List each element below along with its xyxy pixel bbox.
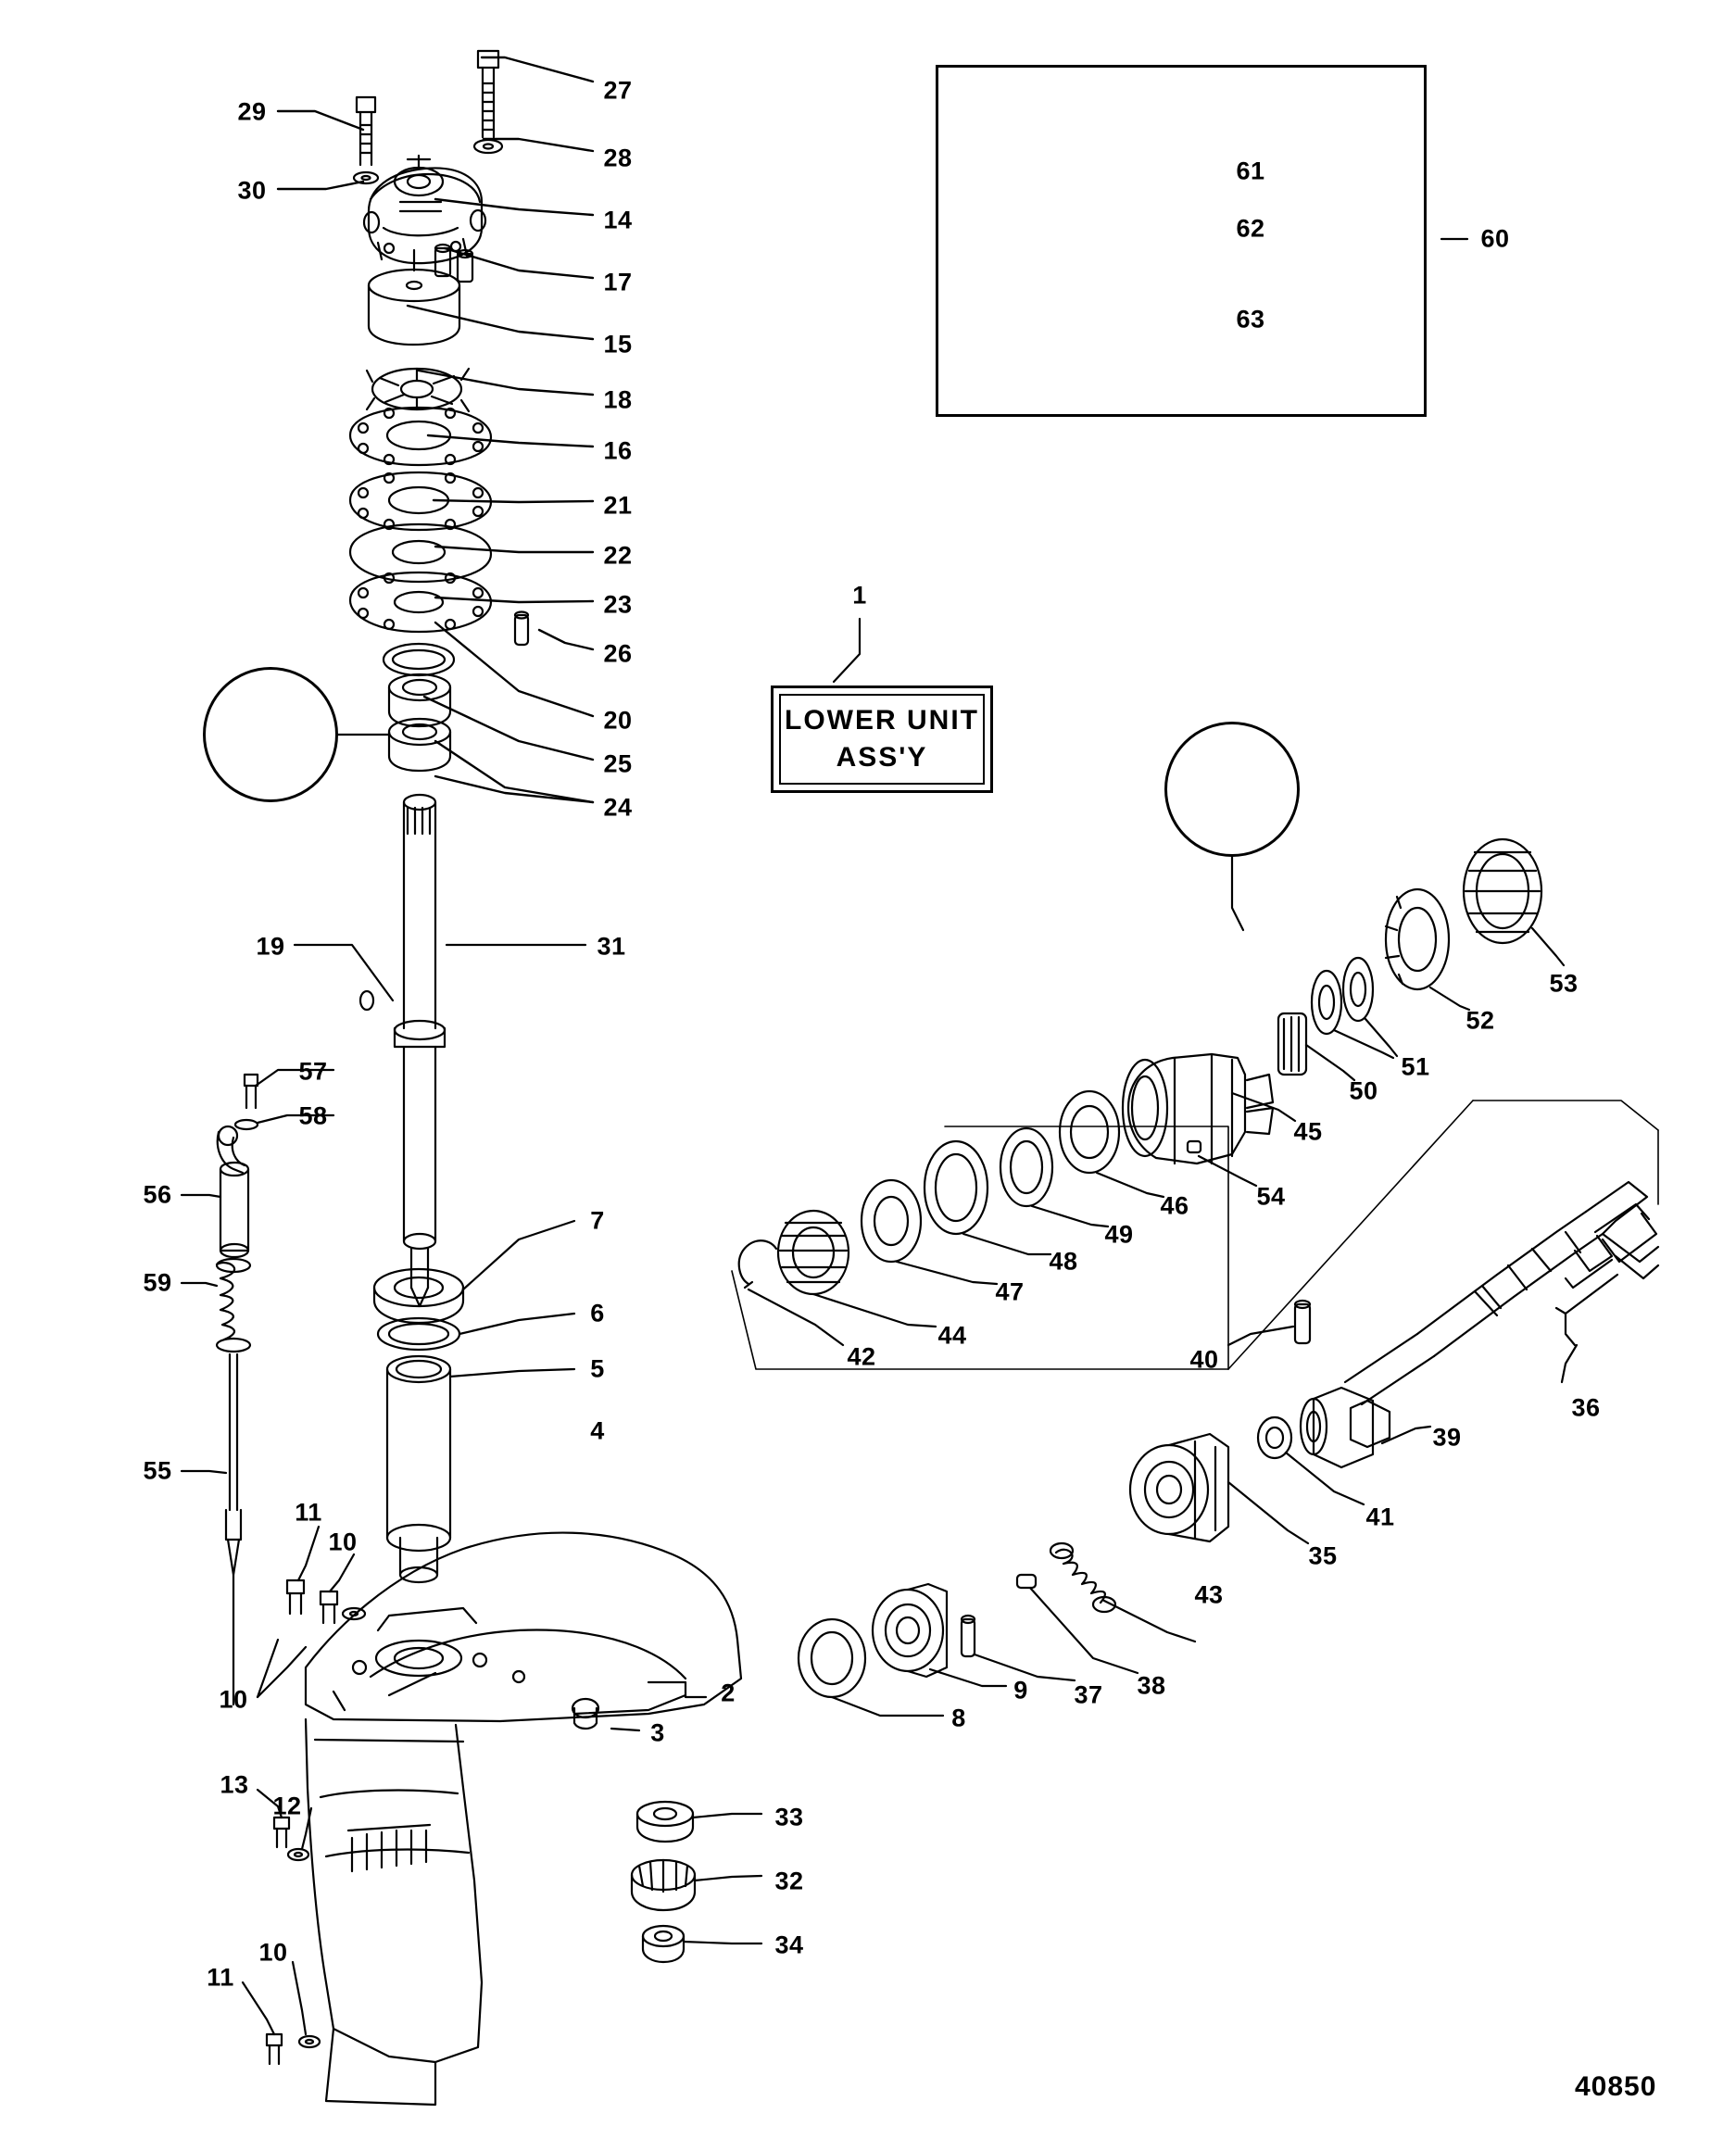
magnifier-left [203, 667, 338, 802]
callout-35: 35 [1308, 1541, 1338, 1570]
callout-31: 31 [597, 932, 626, 961]
callout-21: 21 [603, 491, 633, 520]
callout-44: 44 [937, 1321, 967, 1350]
callout-4: 4 [590, 1416, 605, 1445]
callout-48: 48 [1049, 1247, 1078, 1276]
callout-14: 14 [603, 206, 633, 234]
lower-unit-title-line2: ASS'Y [836, 742, 928, 773]
callout-60: 60 [1480, 224, 1510, 253]
callout-1: 1 [852, 581, 867, 610]
callout-45: 45 [1293, 1117, 1323, 1146]
callout-11: 11 [207, 1963, 234, 1992]
callout-8: 8 [951, 1704, 966, 1732]
callout-47: 47 [995, 1277, 1025, 1306]
callout-39: 39 [1432, 1423, 1462, 1452]
callout-50: 50 [1349, 1076, 1378, 1105]
callout-30: 30 [237, 176, 267, 205]
lower-unit-label-box [771, 686, 993, 793]
drawing-number: 40850 [1575, 2071, 1657, 2102]
callout-2: 2 [721, 1679, 736, 1707]
callout-3: 3 [650, 1718, 665, 1747]
callout-24: 24 [603, 793, 633, 822]
callout-33: 33 [774, 1803, 804, 1831]
callout-7: 7 [590, 1206, 605, 1235]
callout-12: 12 [272, 1792, 302, 1820]
callout-57: 57 [298, 1057, 328, 1086]
detail-inset-60 [936, 65, 1427, 417]
callout-63: 63 [1236, 305, 1265, 333]
callout-56: 56 [143, 1180, 172, 1209]
callout-37: 37 [1074, 1680, 1103, 1709]
callout-10: 10 [219, 1685, 248, 1714]
callout-53: 53 [1549, 969, 1579, 998]
callout-22: 22 [603, 541, 633, 570]
callout-59: 59 [143, 1268, 172, 1297]
callout-36: 36 [1571, 1393, 1601, 1422]
callout-25: 25 [603, 749, 633, 778]
callout-11: 11 [295, 1498, 322, 1527]
callout-40: 40 [1189, 1345, 1219, 1374]
callout-13: 13 [220, 1770, 249, 1799]
callout-51: 51 [1401, 1052, 1430, 1081]
callout-52: 52 [1466, 1006, 1495, 1035]
callout-27: 27 [603, 76, 633, 105]
callout-10: 10 [258, 1938, 288, 1967]
callout-54: 54 [1256, 1182, 1286, 1211]
lower-unit-title-line1: LOWER UNIT [785, 704, 979, 736]
callout-38: 38 [1137, 1671, 1166, 1700]
callout-34: 34 [774, 1931, 804, 1959]
callout-43: 43 [1194, 1580, 1224, 1609]
callout-28: 28 [603, 144, 633, 172]
callout-10: 10 [328, 1528, 358, 1556]
callout-61: 61 [1236, 157, 1265, 185]
callout-17: 17 [603, 268, 633, 296]
callout-26: 26 [603, 639, 633, 668]
callout-19: 19 [256, 932, 285, 961]
callout-16: 16 [603, 436, 633, 465]
callout-58: 58 [298, 1101, 328, 1130]
callout-32: 32 [774, 1867, 804, 1895]
callout-42: 42 [847, 1342, 876, 1371]
callout-49: 49 [1104, 1220, 1134, 1249]
callout-20: 20 [603, 706, 633, 735]
callout-15: 15 [603, 330, 633, 358]
callout-62: 62 [1236, 214, 1265, 243]
callout-46: 46 [1160, 1191, 1189, 1220]
callout-18: 18 [603, 385, 633, 414]
magnifier-right [1164, 722, 1300, 857]
callout-5: 5 [590, 1354, 605, 1383]
callout-23: 23 [603, 590, 633, 619]
callout-6: 6 [590, 1299, 605, 1327]
callout-55: 55 [143, 1456, 172, 1485]
callout-29: 29 [237, 97, 267, 126]
callout-9: 9 [1013, 1676, 1028, 1704]
callout-41: 41 [1365, 1503, 1395, 1531]
